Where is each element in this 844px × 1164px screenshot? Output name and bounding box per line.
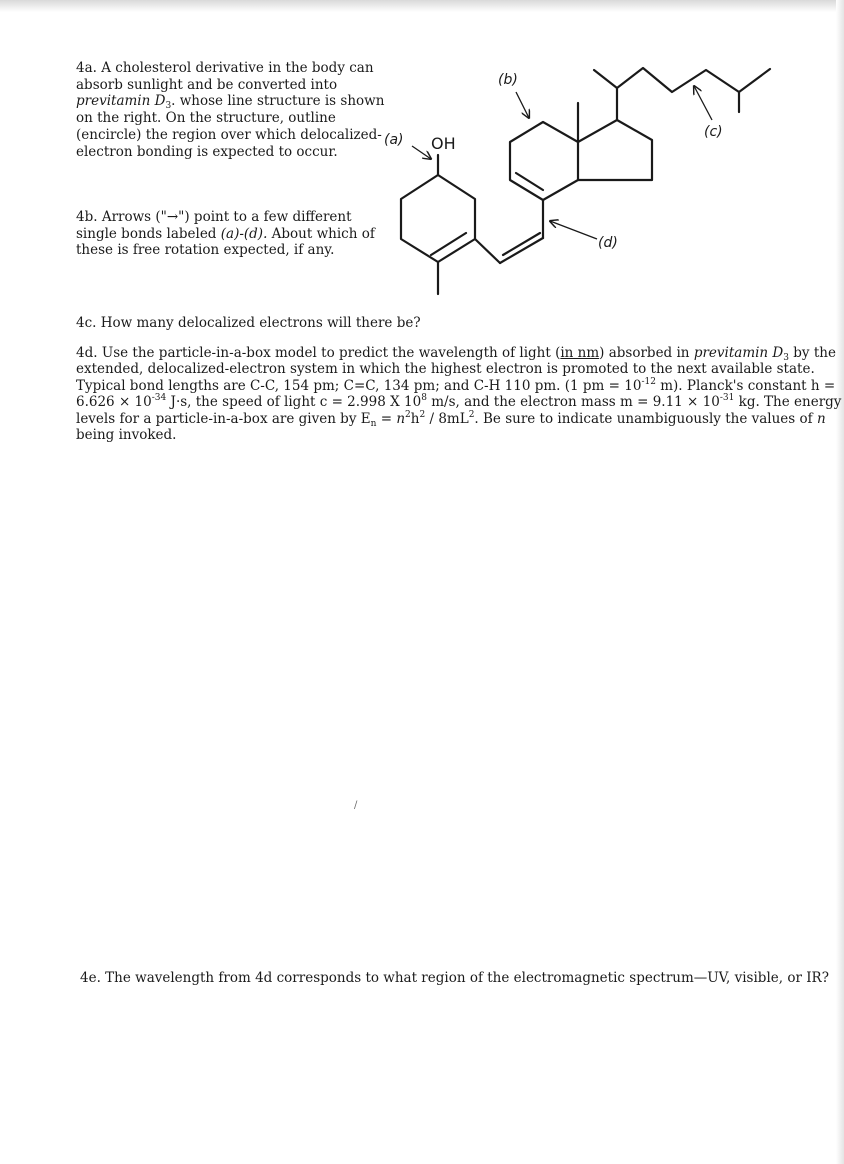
q4a-line-2: absorb sunlight and be converted into [76,76,338,93]
q4d-line-3 [76,376,836,394]
ring-d [578,120,652,180]
label-d: (d) [598,235,618,251]
q4d-line-6: being invoked. [76,427,177,444]
q4a-line-5: (encircle) the region over which delocalized- [76,126,382,143]
arrow-b [516,92,529,118]
label-a: (a) [384,132,404,148]
q4d-line-4 [76,393,842,411]
q4d-line-2: extended, delocalized-electron system in which the highest electron is promoted to the next available state. [76,361,815,378]
side-chain-branch-1 [594,70,617,88]
q4d-line-5-c: / 8mL [425,410,469,427]
q4b-line-1: 4b. Arrows ("→") point to a few different [76,209,352,225]
q4d-line-1-c: by the [788,345,836,361]
q4b-labels-range: (a)-(d). [220,225,268,242]
label-c: (c) [704,124,723,140]
q4d-previtamin-name: previtamin D [693,345,784,361]
ring-a [401,175,475,262]
linker-bond-2 [500,238,543,263]
q4d-n-symbol: n [816,410,826,427]
previtamin-subscript: 3 [165,101,172,112]
q4d-line-5-d: . Be sure to indicate unambiguously the values of [474,410,817,427]
q4b-line-3: these is free rotation expected, if any. [76,242,335,259]
stray-pencil-mark: / [354,800,358,811]
q4b-line-2-c: About which of [267,225,375,242]
q4c-text: 4c. How many delocalized electrons will there be? [76,315,421,331]
ring-c-double-bond [516,173,543,190]
q4d-exp-l2: 2 [468,409,475,420]
q4d-line-3-b: m). Planck's constant h = [655,377,836,394]
side-chain [617,68,770,120]
q4d-line-4-c: m/s, and the electron mass m = 9.11 × 10 [426,394,720,411]
ring-a-double-bond [431,233,466,255]
q4a-line-3-rest: . whose line structure is shown [171,93,385,110]
q4d-previtamin-subscript: 3 [783,353,789,363]
q4d-exp-mass: -31 [719,393,735,404]
q4a-line-4: on the right. On the structure, outline [76,110,336,127]
q4d-line-1-a: 4d. Use the particle-in-a-box model to predict the wavelength of light ( [76,345,561,361]
q4a-line-6: electron bonding is expected to occur. [76,143,338,160]
q4d-exp-light: 8 [421,393,427,404]
arrow-d [550,221,597,239]
q4d-line-1-b: ) absorbed in [599,345,694,361]
arrow-c [694,86,712,120]
q4d-line-5-a: levels for a particle-in-a-box are given by E [76,410,371,427]
q4d-line-4-d: kg. The energy [734,394,842,411]
ring-c [510,122,578,200]
q4d-exp-n2: 2 [405,409,411,420]
q4a-line-1: 4a. A cholesterol derivative in the body can [76,60,374,76]
question-4e [80,970,829,987]
q4d-line-5-b: = [376,410,397,427]
q4d-line-3-a: Typical bond lengths are C-C, 154 pm; C=C, 134 pm; and C-H 110 pm. (1 pm = 10 [76,377,642,394]
oh-label: OH [431,134,456,153]
q4d-exp-pm: -12 [641,376,656,387]
q4d-exp-planck: -34 [151,393,167,404]
q4e-text: 4e. The wavelength from 4d corresponds to what region of the electromagnetic spectrum—UV, visible, or IR? [80,970,829,986]
q4d-formula-n: n [396,410,406,427]
q4d-unit-nm: in nm [560,345,600,361]
q4d-line-1 [76,345,836,363]
previtamin-d3-structure [0,0,844,320]
q4d-exp-h2: 2 [419,409,426,420]
q4d-line-5 [76,409,826,429]
linker-bond-1 [475,239,500,263]
q4d-energy-subscript: n [370,418,377,429]
previtamin-name: previtamin D [76,93,166,110]
q4d-line-4-b: J·s, the speed of light c = 2.998 X 10 [166,394,422,411]
q4d-formula-h: h [410,410,420,427]
q4d-planck-value: 6.626 × 10 [76,394,152,411]
question-4d [76,345,842,444]
q4b-line-2-a: single bonds labeled [76,225,221,242]
arrow-a [412,146,431,159]
label-b: (b) [498,72,518,88]
